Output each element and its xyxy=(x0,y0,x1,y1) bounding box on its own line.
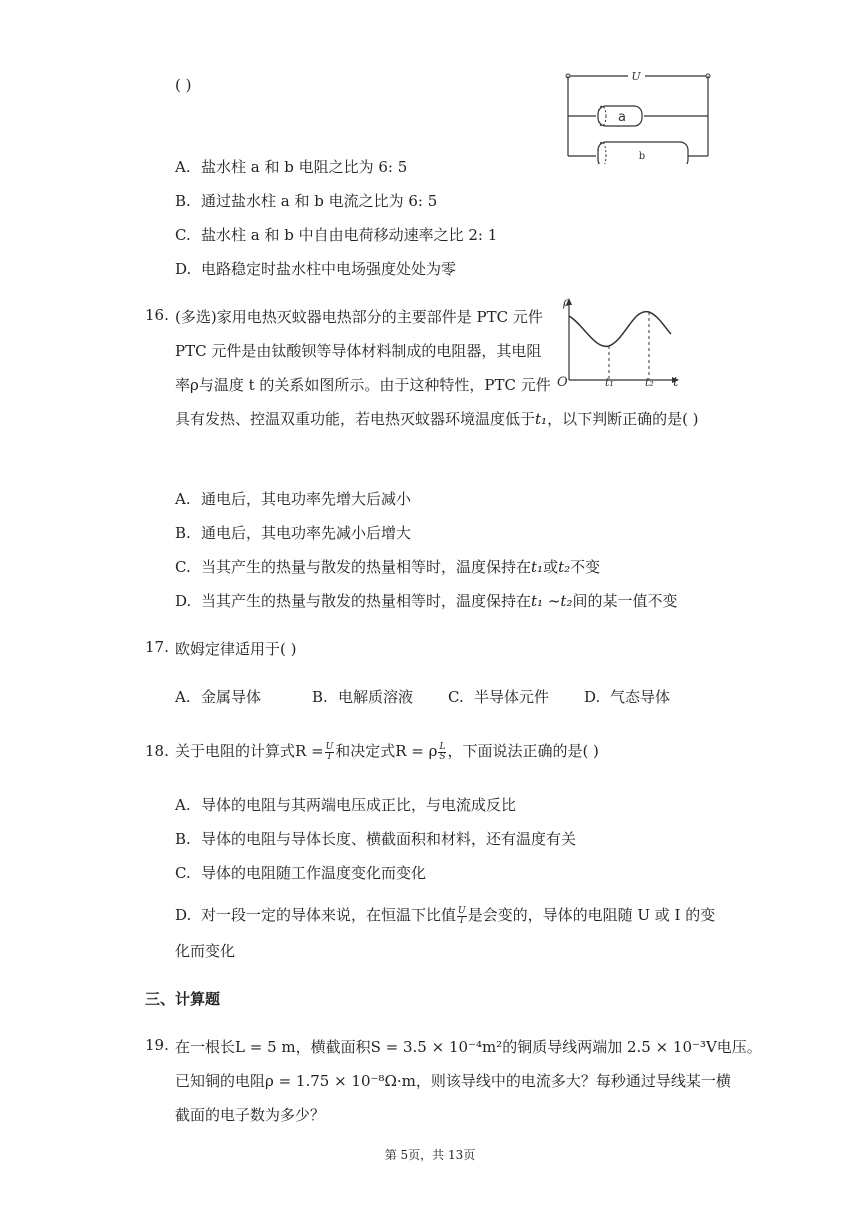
q18-option-c: C. 导体的电阻随工作温度变化而变化 xyxy=(175,864,427,882)
q19-number: 19. xyxy=(145,1036,169,1054)
q16-option-d: D. 当其产生的热量与散发的热量相等时，温度保持在t₁ ~t₂间的某一值不变 xyxy=(175,592,678,610)
rho-curve xyxy=(569,312,671,347)
t1-label: t₁ xyxy=(605,376,614,388)
y-axis-label: ρ xyxy=(563,295,571,309)
q16-stem-line3: 率ρ与温度 t 的关系如图所示。由于这种特性，PTC 元件 xyxy=(175,376,551,394)
t2-label: t₂ xyxy=(645,376,654,388)
q17-option-d: D. 气态导体 xyxy=(584,688,671,706)
q18-option-d-line2: 化而变化 xyxy=(175,942,236,960)
q19-line1: 在一根长L = 5 m，横截面积S = 3.5 × 10⁻⁴m²的铜质导线两端加 2.5 × 10⁻³V电压。 xyxy=(175,1038,762,1056)
q16-number: 16. xyxy=(145,306,169,324)
q16-option-a: A. 通电后，其电功率先增大后减小 xyxy=(175,490,412,508)
q18-option-d: D. 对一段一定的导体来说，在恒温下比值 $\frac{U}{I}$ 是会变的，导体的电阻随 U 或 I 的变 xyxy=(175,905,716,926)
q18-option-b: B. 导体的电阻与导体长度、横截面积和材料，还有温度有关 xyxy=(175,830,577,848)
q19-line3: 截面的电子数为多少？ xyxy=(175,1106,326,1124)
q18-number: 18. xyxy=(145,742,169,760)
q15-circuit-figure xyxy=(560,64,720,164)
q16-option-c: C. 当其产生的热量与散发的热量相等时，温度保持在t₁或t₂不变 xyxy=(175,558,601,576)
q16-stem-line1: (多选)家用电热灭蚊器电热部分的主要部件是 PTC 元件 xyxy=(175,308,543,326)
q16-rho-t-graph xyxy=(555,294,685,388)
q18-option-a: A. 导体的电阻与其两端电压成正比，与电流成反比 xyxy=(175,796,517,814)
q15-option-c: C. 盐水柱 a 和 b 中自由电荷移动速率之比 2: 1 xyxy=(175,226,498,244)
tube-b-label: b xyxy=(638,151,646,162)
q16-stem-line2: PTC 元件是由钛酸钡等导体材料制成的电阻器，其电阻 xyxy=(175,342,542,360)
q17-option-c: C. 半导体元件 xyxy=(448,688,550,706)
q16-stem-line4: 具有发热、控温双重功能，若电热灭蚊器环境温度低于t₁，以下判断正确的是( ) xyxy=(175,410,699,428)
voltage-label: U xyxy=(631,70,641,83)
section-heading: 三、计算题 xyxy=(145,990,221,1008)
page-footer: 第 5页，共 13页 xyxy=(384,1148,476,1162)
q15-option-a: A. 盐水柱 a 和 b 电阻之比为 6: 5 xyxy=(175,158,408,176)
q17-stem: 欧姆定律适用于( ) xyxy=(175,640,297,658)
q18-stem: 关于电阻的计算式R = $\frac{U}{I}$ 和决定式R = ρ $\frac{L}{S}$ ，下面说法正确的是( ) xyxy=(175,741,599,762)
q16-option-b: B. 通电后，其电功率先减小后增大 xyxy=(175,524,412,542)
q15-stem-tail: ( ) xyxy=(175,76,192,94)
q17-option-b: B. 电解质溶液 xyxy=(312,688,414,706)
q15-option-d: D. 电路稳定时盐水柱中电场强度处处为零 xyxy=(175,260,457,278)
tube-a-label: a xyxy=(618,110,626,125)
q19-line2: 已知铜的电阻ρ = 1.75 × 10⁻⁸Ω·m，则该导线中的电流多大？每秒通过导线某一横 xyxy=(175,1072,731,1090)
q17-option-a: A. 金属导体 xyxy=(175,688,262,706)
x-axis-label: t xyxy=(673,375,679,388)
q17-number: 17. xyxy=(145,638,169,656)
q15-option-b: B. 通过盐水柱 a 和 b 电流之比为 6: 5 xyxy=(175,192,438,210)
origin-label: O xyxy=(557,375,568,388)
